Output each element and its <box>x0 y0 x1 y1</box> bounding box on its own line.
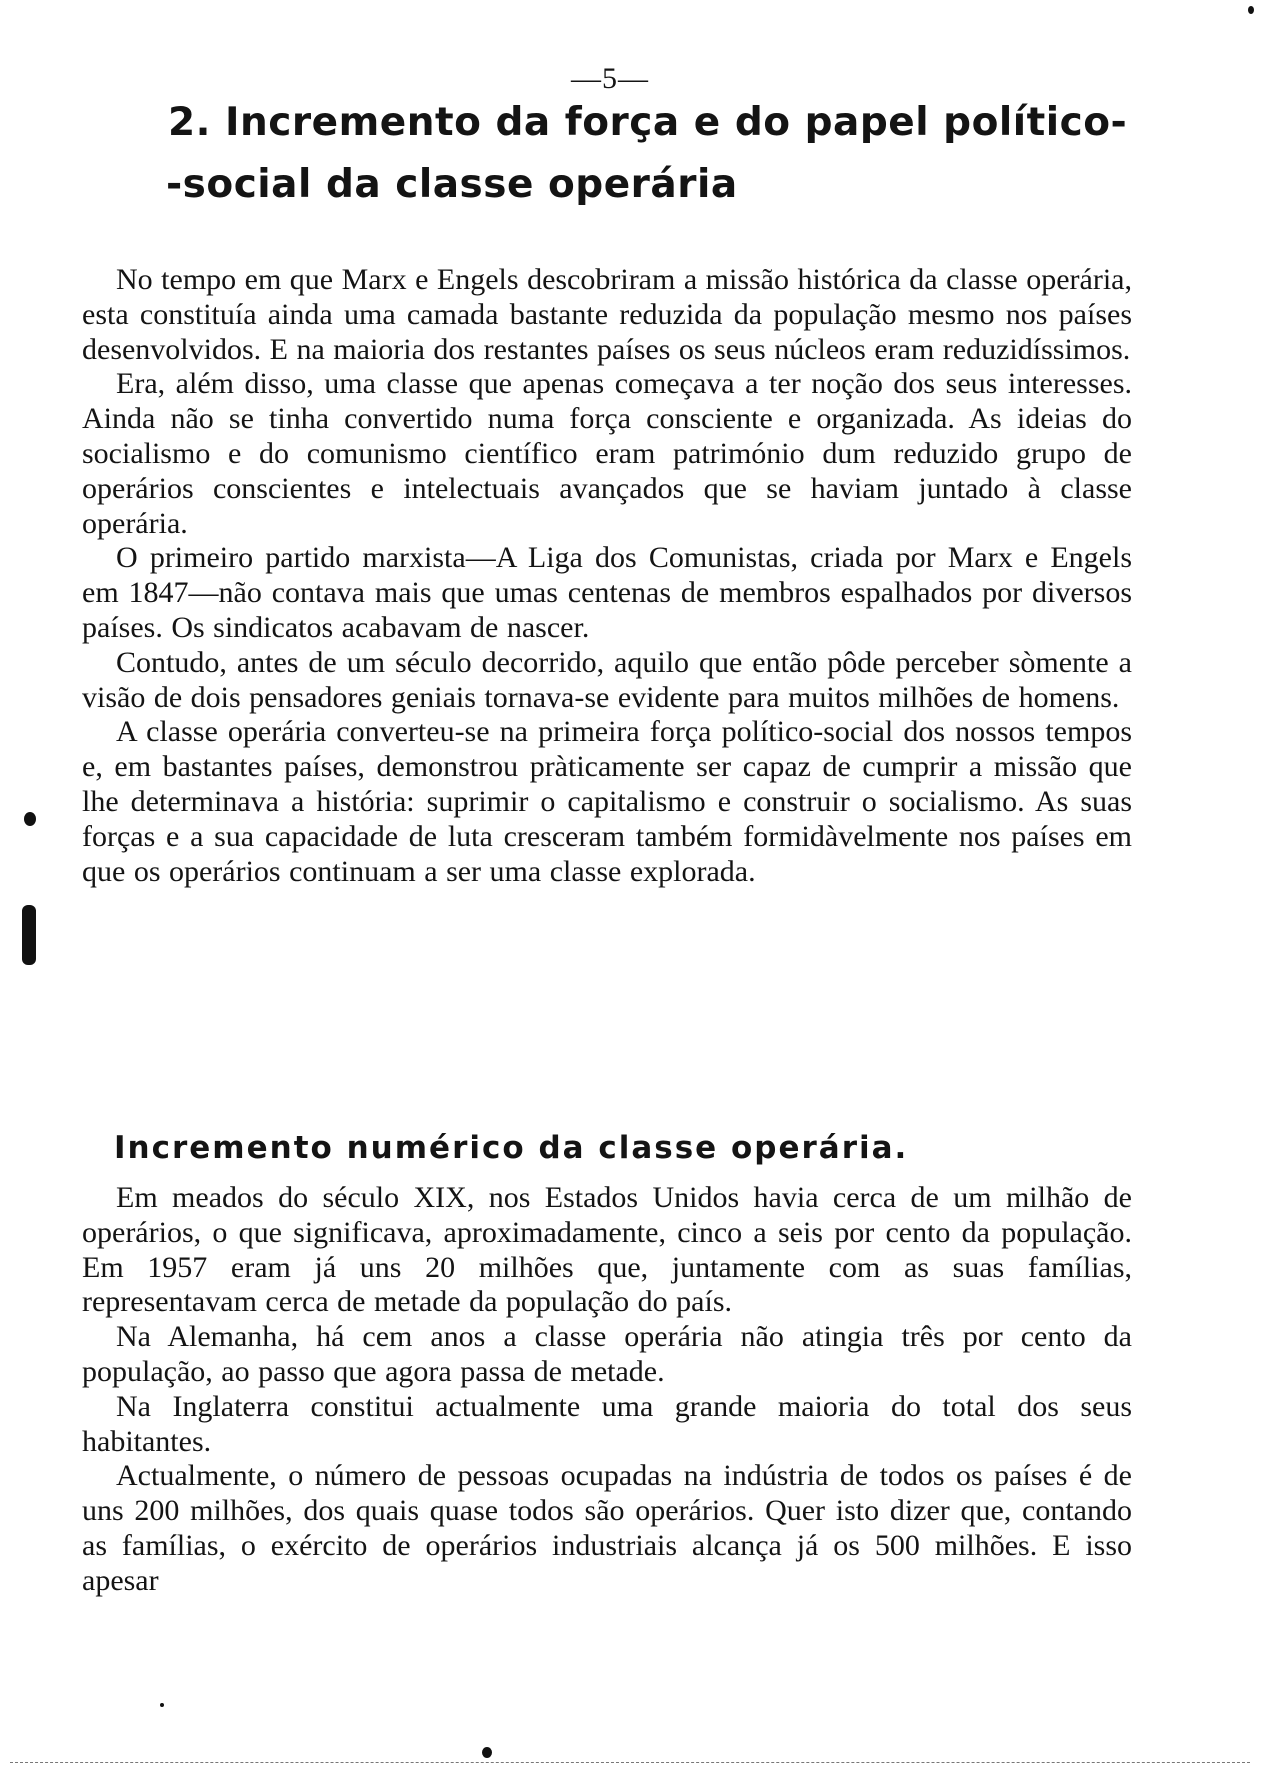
chapter-title-line-1: 2. Incremento da força e do papel político- <box>168 100 1128 145</box>
scan-edge <box>10 1762 1250 1763</box>
paragraph: Era, além disso, uma classe que apenas começava a ter noção dos seus interesses. Ainda não se tinha convertido numa força consciente e organizada. As ideias do socialismo e do comunismo científico eram património dum reduzido grupo de operários conscientes e intelectuais avançados que se haviam juntado à classe operária. <box>82 367 1132 540</box>
paragraph: Em meados do século XIX, nos Estados Unidos havia cerca de um milhão de operários, o que significava, aproximadamente, cinco a seis por cento da população. Em 1957 eram já uns 20 milhões que, juntamente com as suas famílias, representavam cerca de metade da população do país. <box>82 1181 1132 1319</box>
paragraph: Na Inglaterra constitui actualmente uma grande maioria do total dos seus habitantes. <box>82 1389 1132 1458</box>
chapter-title <box>168 92 1168 216</box>
section-text-block <box>82 1181 1132 1599</box>
scan-speck <box>24 812 36 826</box>
intro-text-block <box>82 263 1132 889</box>
paragraph: Na Alemanha, há cem anos a classe operária não atingia três por cento da população, ao passo que agora passa de metade. <box>82 1320 1132 1388</box>
paragraph: A classe operária converteu-se na primeira força político-social dos nossos tempos e, em bastantes países, demonstrou pràticamente ser capaz de cumprir a missão que lhe determinava a história: suprimir o capitalismo e construir o socialismo. As suas forças e a sua capacidade de luta cresceram também formidàvelmente nos países em que os operários continuam a ser uma classe explorada. <box>82 715 1132 888</box>
section-heading: Incremento numérico da classe operária. <box>114 1130 909 1166</box>
page-number: —5— <box>571 62 649 95</box>
paragraph: Actualmente, o número de pessoas ocupadas na indústria de todos os países é de uns 200 milhões, dos quais quase todos são operários. Quer isto dizer que, contando as famílias, o exército de operários industriais alcança já os 500 milhões. E isso apesar <box>82 1459 1132 1597</box>
scan-speck <box>160 1703 164 1707</box>
paragraph: No tempo em que Marx e Engels descobriram a missão histórica da classe operária, esta constituía ainda uma camada bastante reduzida da população mesmo nos países desenvolvidos. E na maioria dos restantes países os seus núcleos eram reduzidíssimos. <box>82 263 1132 366</box>
paragraph: Contudo, antes de um século decorrido, aquilo que então pôde perceber sòmente a visão de dois pensadores geniais tornava-se evidente para muitos milhões de homens. <box>82 645 1132 714</box>
paragraph: O primeiro partido marxista—A Liga dos Comunistas, criada por Marx e Engels em 1847—não contava mais que umas centenas de membros espalhados por diversos países. Os sindicatos acabavam de nascer. <box>82 541 1132 644</box>
scan-speck <box>22 905 36 965</box>
scan-speck <box>1248 6 1254 14</box>
scan-speck <box>482 1747 492 1758</box>
chapter-title-line-2: -social da classe operária <box>166 162 738 207</box>
